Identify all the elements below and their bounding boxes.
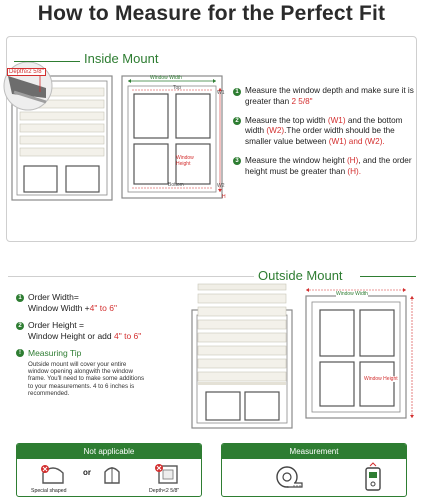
order-width-range: 4" to 6" (89, 302, 117, 313)
not-applicable-header: Not applicable (17, 444, 201, 459)
inside-step-2 (233, 116, 415, 148)
order-height-prefix: Window Height or add (28, 330, 114, 341)
order-width-line1: Order Width= (28, 292, 79, 302)
order-height-range: 4" to 6" (114, 330, 142, 341)
step-1-part-1: Measure the window depth and make sure it is greater than (245, 86, 414, 106)
shallow-depth-icon (153, 463, 181, 485)
outside-heading-line-left (8, 276, 254, 277)
depth-callout-label: Depth≥2 5/8" (9, 69, 44, 75)
outside-window-height-label: Window Height (364, 376, 398, 382)
window-height-label-line2: Height (176, 161, 191, 167)
outside-mount-window-diagram (300, 286, 420, 424)
outside-step-2-number: 2 (16, 322, 24, 330)
inside-step-3 (233, 156, 415, 178)
inside-mount-blind-illustration (0, 62, 118, 202)
step-1-part-2: 2 5/8" (291, 96, 313, 106)
inside-top-label: Top (173, 85, 182, 91)
order-width-text (28, 292, 117, 313)
inside-w1-label: W1 (217, 90, 225, 96)
inside-mount-steps (233, 86, 415, 178)
step-2-part-6: (W1) and (W2). (328, 137, 385, 147)
step-2-part-3: and the bottom width (245, 115, 403, 136)
step-2-number: 2 (233, 117, 241, 125)
step-1-number: 1 (233, 88, 241, 96)
inside-bottom-label: Bottom (168, 182, 184, 188)
measurement-card (221, 443, 407, 497)
outside-step-1-number: 1 (16, 294, 24, 302)
step-2-part-4: (W2) (266, 126, 285, 136)
order-height-text (28, 320, 141, 341)
step-3-part-2: (H) (346, 155, 359, 165)
measuring-tip-text: Outside mount will cover your entire window opening alongwith the window frame. You'll need to make some additions to your measurements. 4 to 6 inches is recommended. (28, 360, 145, 398)
step-1-text (245, 86, 415, 108)
outside-mount-blind-illustration (188, 280, 298, 430)
depth-label: Depth<2 5/8" (149, 488, 180, 494)
step-3-part-1: Measure the window height (245, 155, 347, 165)
tape-measure-icon (274, 463, 304, 493)
step-2-part-2: (W1) (327, 115, 346, 125)
order-height-line1: Order Height = (28, 320, 84, 330)
order-width-prefix: Window Width + (28, 302, 90, 313)
outside-mount-steps (16, 292, 206, 398)
or-text: or (83, 468, 91, 477)
outside-step-2 (16, 320, 206, 341)
inside-step-1 (233, 86, 415, 108)
measuring-tip-heading-row (16, 348, 206, 359)
special-shaped-label: Special shaped (31, 488, 67, 494)
step-3-part-4: (H). (347, 166, 362, 176)
outside-window-width-label: Window Width (336, 291, 368, 297)
step-2-text (245, 116, 415, 148)
outside-heading-line-right (360, 276, 416, 277)
step-2-part-1: Measure the top width (245, 115, 328, 125)
measurement-header: Measurement (222, 444, 406, 459)
outside-step-1 (16, 292, 206, 313)
inside-window-height-label (176, 155, 194, 167)
not-applicable-card (16, 443, 202, 497)
outside-mount-heading: Outside Mount (258, 268, 343, 283)
step-3-number: 3 (233, 157, 241, 165)
step-3-text (245, 156, 415, 178)
step-3-part-3: , and the order height must be greater than (245, 155, 412, 176)
inside-h-label: H (222, 194, 226, 200)
inside-w2-label: W2 (217, 183, 225, 189)
order-width-line2 (28, 303, 117, 314)
order-height-line2 (28, 331, 141, 342)
measuring-tip-title: Measuring Tip (28, 348, 82, 358)
arched-window-icon (102, 463, 122, 485)
step-2-part-5: .The order width should be the smaller value between (245, 126, 395, 147)
page-title: How to Measure for the Perfect Fit (37, 2, 386, 25)
special-shaped-window-icon (39, 463, 67, 485)
inside-window-width-label: Window Width (150, 75, 182, 81)
laser-measure-icon (362, 462, 384, 494)
window-height-label-line1: Window (176, 155, 194, 161)
tip-icon: ! (16, 349, 24, 357)
inside-mount-heading: Inside Mount (80, 51, 162, 66)
